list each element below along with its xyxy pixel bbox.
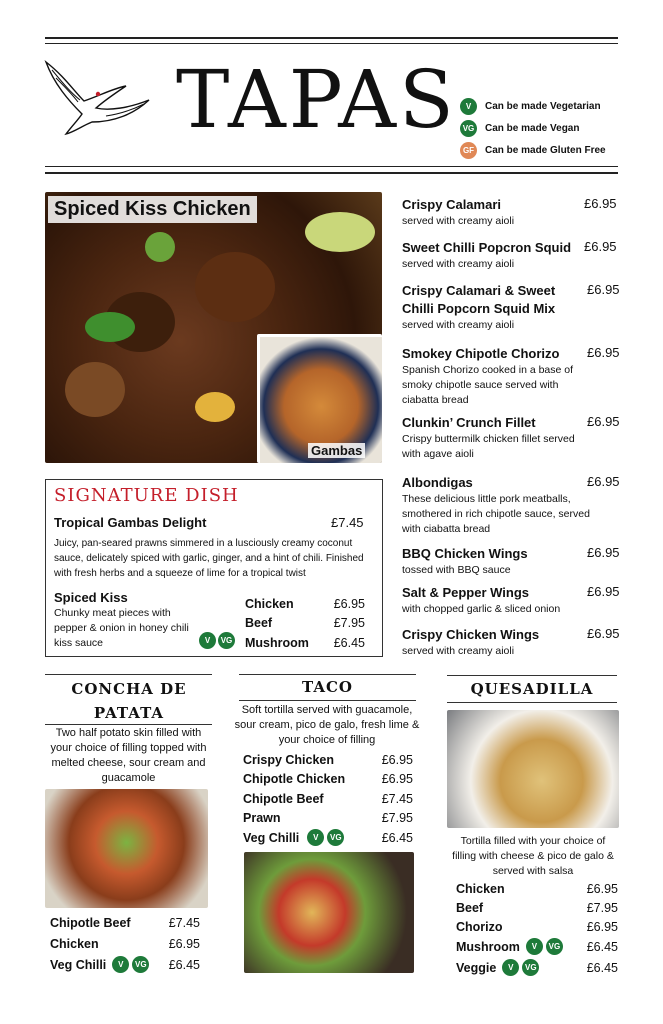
- spiced-kiss-desc: Chunky meat pieces with pepper & onion in honey chili kiss sauce: [54, 607, 189, 649]
- vegan-badge-icon: VG: [460, 120, 477, 137]
- list-item: Crispy Chicken £6.95: [243, 752, 413, 767]
- taco-heading: TACO: [302, 678, 353, 696]
- spiced-kiss-name: Spiced Kiss: [54, 590, 128, 605]
- gluten-free-badge-icon: GF: [460, 142, 477, 159]
- vegetarian-badge-icon: V: [460, 98, 477, 115]
- menu-item-desc: served with creamy aioli: [402, 258, 515, 270]
- concha-heading: CONCHA DE PATATA: [71, 680, 187, 722]
- menu-item: [402, 474, 622, 537]
- signature-dish-box: [45, 479, 383, 657]
- menu-item-name: Crispy Calamari: [402, 197, 501, 212]
- list-item: Prawn £7.95: [243, 811, 413, 826]
- quesadilla-bottom-rule: [447, 702, 617, 703]
- concha-top-rule: [45, 674, 212, 675]
- menu-item: [402, 282, 622, 333]
- option-row: Chicken £6.95: [245, 596, 365, 611]
- legend-label: Can be made Gluten Free: [485, 144, 606, 156]
- taco-bottom-rule: [239, 700, 416, 701]
- menu-item-price: £6.95: [587, 414, 620, 429]
- signature-heading: SIGNATURE DISH: [54, 485, 239, 506]
- menu-item-desc: served with creamy aioli: [402, 319, 515, 331]
- gambas-label: Gambas: [308, 443, 365, 458]
- menu-item: [402, 345, 622, 408]
- list-item: Chicken £6.95: [50, 936, 200, 951]
- quesadilla-desc: Tortilla filled with your choice of filling with cheese & pico de galo & served with salsa: [452, 835, 614, 877]
- quesadilla-top-rule: [447, 675, 617, 676]
- list-item: Mushroom V VG £6.45: [456, 939, 618, 954]
- menu-item: [402, 196, 622, 229]
- menu-item: [402, 545, 622, 578]
- menu-item-desc: tossed with BBQ sauce: [402, 564, 511, 576]
- list-item: Chipotle Chicken £6.95: [243, 772, 413, 787]
- legend-label: Can be made Vegan: [485, 122, 580, 134]
- signature-dish-name: Tropical Gambas Delight: [54, 515, 207, 530]
- photo-title: Spiced Kiss Chicken: [48, 196, 257, 223]
- menu-item-price: £6.95: [587, 626, 620, 641]
- option-row: Beef £7.95: [245, 616, 365, 630]
- taco-price-list: [243, 750, 413, 848]
- list-item: Chipotle Beef £7.45: [50, 915, 200, 930]
- spiced-kiss-options: [245, 593, 365, 653]
- vegetarian-badge-icon: V: [502, 959, 519, 976]
- menu-item-price: £6.95: [587, 282, 620, 297]
- quesadilla-heading: QUESADILLA: [470, 680, 594, 698]
- menu-item-price: £6.95: [587, 584, 620, 599]
- header-bottom-rule-thick: [45, 172, 618, 174]
- menu-item-name: Albondigas: [402, 475, 473, 490]
- top-rule-thin: [45, 43, 618, 44]
- concha-bottom-rule: [45, 724, 212, 725]
- vegetarian-badge-icon: V: [199, 632, 216, 649]
- signature-dish-desc: Juicy, pan-seared prawns simmered in a lusciously creamy coconut sauce, delicately spiced with garlic, ginger, and a hint of chili. Finished with fresh herbs and a squeeze of lime for a tropical twist: [54, 538, 364, 579]
- menu-item-name: BBQ Chicken Wings: [402, 546, 528, 561]
- menu-item-name: Crispy Chicken Wings: [402, 627, 540, 642]
- menu-item-name: Sweet Chilli Popcron Squid: [402, 240, 572, 255]
- list-item: Beef £7.95: [456, 900, 618, 915]
- list-item: Chicken £6.95: [456, 881, 618, 896]
- menu-item-desc: Spanish Chorizo cooked in a base of smoky chipotle sauce served with ciabatta bread: [402, 364, 574, 406]
- menu-item-desc: These delicious little pork meatballs, smothered in rich chipotle sauce, served with ciabatta bread: [402, 493, 590, 535]
- vegetarian-badge-icon: V: [112, 956, 129, 973]
- taco-desc: Soft tortilla served with guacamole, sour cream, pico de galo, fresh lime & your choice of filling: [234, 704, 420, 746]
- menu-item-name: Smokey Chipotle Chorizo: [402, 346, 560, 361]
- legend-gluten-free: [460, 139, 606, 161]
- menu-item: [402, 584, 622, 617]
- menu-item-price: £6.95: [587, 345, 620, 360]
- vegetarian-badge-icon: V: [307, 829, 324, 846]
- top-rule: [45, 37, 618, 39]
- concha-price-list: [50, 912, 200, 975]
- legend-label: Can be made Vegetarian: [485, 100, 601, 112]
- crane-logo-icon: [44, 56, 154, 136]
- legend-vegan: [460, 117, 606, 139]
- list-item: Chipotle Beef £7.45: [243, 791, 413, 806]
- menu-item-desc: served with creamy aioli: [402, 215, 515, 227]
- menu-item: [402, 414, 622, 462]
- dietary-legend: [460, 95, 606, 161]
- quesadilla-photo: [447, 710, 619, 828]
- vegan-badge-icon: VG: [522, 959, 539, 976]
- menu-item-price: £6.95: [587, 474, 620, 489]
- menu-item-price: £6.95: [584, 196, 617, 211]
- vegetarian-badge-icon: V: [526, 938, 543, 955]
- concha-desc: Two half potato skin filled with your choice of filling topped with melted cheese, sour cream and guacamole: [50, 727, 207, 784]
- potato-skin-photo: [45, 789, 208, 908]
- list-item: Veg Chilli V VG £6.45: [50, 957, 200, 972]
- menu-item-desc: Crispy buttermilk chicken fillet served with agave aioli: [402, 433, 575, 460]
- menu-item-desc: with chopped garlic & sliced onion: [402, 603, 561, 615]
- menu-item-price: £6.95: [587, 545, 620, 560]
- menu-item-name: Salt & Pepper Wings: [402, 585, 530, 600]
- taco-top-rule: [239, 674, 416, 675]
- menu-item-price: £6.95: [584, 239, 617, 254]
- page-title: TAPAS: [176, 53, 457, 146]
- quesadilla-price-list: [456, 879, 618, 978]
- vegan-badge-icon: VG: [132, 956, 149, 973]
- list-item: Veggie V VG £6.45: [456, 960, 618, 975]
- legend-vegetarian: [460, 95, 606, 117]
- vegan-badge-icon: VG: [218, 632, 235, 649]
- list-item: Chorizo £6.95: [456, 919, 618, 934]
- vegan-badge-icon: VG: [546, 938, 563, 955]
- vegan-badge-icon: VG: [327, 829, 344, 846]
- menu-item-name: Crispy Calamari & Sweet Chilli Popcorn Squid Mix: [402, 283, 556, 316]
- header-bottom-rule: [45, 166, 618, 167]
- menu-item-desc: served with creamy aioli: [402, 645, 515, 657]
- menu-item: [402, 239, 622, 272]
- option-row: Mushroom £6.45: [245, 635, 365, 650]
- list-item: Veg Chilli V VG £6.45: [243, 830, 413, 845]
- taco-photo: [244, 852, 414, 973]
- signature-dish-price: £7.45: [331, 515, 364, 530]
- menu-item-name: Clunkin’ Crunch Fillet: [402, 415, 536, 430]
- menu-item: [402, 626, 622, 659]
